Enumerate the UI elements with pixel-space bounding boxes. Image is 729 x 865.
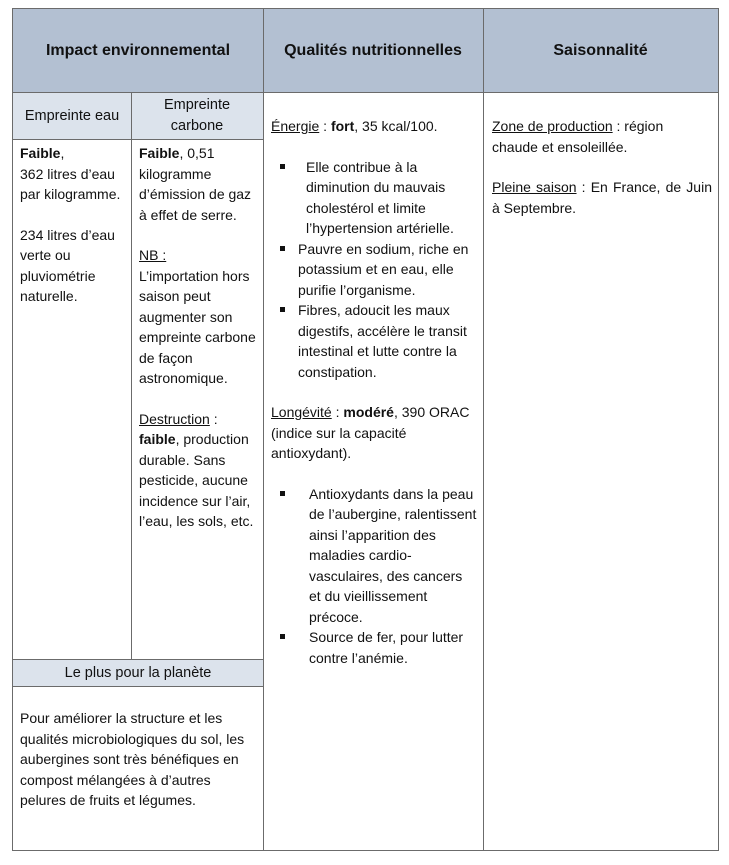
longevite-sep: : xyxy=(331,404,344,420)
longevite-bullet-1: Antioxydants dans la peau de l’aubergine, ralentissent ainsi l’apparition des maladies cardio-vasculaires, des cancers et du vieillissement précoce. xyxy=(271,484,477,628)
carbone-faible: Faible xyxy=(139,145,180,161)
carbone-nb xyxy=(139,245,259,389)
saison-content xyxy=(492,116,712,218)
header-qualites-text: Qualités nutritionnelles xyxy=(284,42,462,59)
header-saison: Saisonnalité xyxy=(553,42,648,59)
longevite-bold: modéré xyxy=(343,404,394,420)
eau-text-2: 234 litres d’eau verte ou pluviométrie naturelle. xyxy=(20,226,115,304)
carbone-dest-label: Destruction xyxy=(139,410,210,427)
carbone-dest-colon: : xyxy=(209,410,218,427)
longevite-bullet-list xyxy=(271,484,477,669)
eau-faible-line xyxy=(20,143,128,205)
carbone-destruction xyxy=(139,409,259,532)
eau-comma: , xyxy=(60,145,65,161)
zone-label: Zone de production xyxy=(492,118,613,134)
energie-bullet-1: Elle contribue à la diminution du mauvais cholestérol et limite l’hypertension artérielle. xyxy=(271,157,477,239)
subheader-plus: Le plus pour la planète xyxy=(64,664,212,681)
qualites-content xyxy=(271,116,477,668)
longevite-rest: , 390 ORAC (indice sur la capacité antioxydant). xyxy=(271,404,470,461)
carbone-content xyxy=(139,143,259,532)
border-right xyxy=(718,8,719,851)
pleine-rest: : En France, de Juin à Septembre. xyxy=(492,179,712,216)
header-impact: Impact environnemental xyxy=(45,42,231,59)
energie-line xyxy=(271,116,477,137)
zone-rest: : région chaude et ensoleillée. xyxy=(492,118,664,155)
eau-content xyxy=(20,143,128,307)
carbone-faible-line xyxy=(139,143,259,225)
longevite-label: Longévité xyxy=(271,404,332,420)
carbone-text-1: , 0,51 kilogramme d’émission de gaz à effet de serre. xyxy=(139,145,252,223)
header-qualites xyxy=(283,9,463,92)
pleine-label: Pleine saison xyxy=(492,179,577,195)
carbone-dest-bold: faible xyxy=(139,431,176,447)
subheader-eau-text: Empreinte eau xyxy=(24,107,120,124)
eau-faible: Faible xyxy=(20,145,61,161)
carbone-dest-text: , production durable. Sans pesticide, aucune incidence sur l’air, l’eau, les sols, etc. xyxy=(139,431,254,529)
pleine-line xyxy=(492,177,712,218)
energie-bullet-2: Pauvre en sodium, riche en potassium et en eau, elle purifie l’organisme. xyxy=(271,239,477,301)
energie-sep: : xyxy=(319,118,331,134)
eau-text-1: 362 litres d’eau par kilogramme. xyxy=(20,165,121,202)
border-left xyxy=(12,8,13,851)
subheader-carbone-text: Empreinte carbone xyxy=(163,97,231,134)
energie-bold: fort xyxy=(330,118,355,134)
energie-rest: , 35 kcal/100. xyxy=(354,118,438,134)
divider-eau-carbone xyxy=(131,92,132,659)
divider-plus-bottom xyxy=(13,686,263,687)
zone-line xyxy=(492,116,712,157)
energie-label: Énergie xyxy=(271,118,320,134)
divider-col-1 xyxy=(263,8,264,851)
divider-subheader xyxy=(13,139,263,140)
border-bottom xyxy=(13,850,719,851)
longevite-bullet-2: Source de fer, pour lutter contre l’anémie. xyxy=(271,627,477,668)
energie-bullet-3: Fibres, adoucit les maux digestifs, accélère le transit intestinal et lutte contre la constipation. xyxy=(271,300,477,382)
carbone-nb-text: L’importation hors saison peut augmenter son empreinte carbone de façon astronomique. xyxy=(139,267,256,386)
subheader-carbone xyxy=(145,93,249,139)
plus-text: Pour améliorer la structure et les qualités microbiologiques du sol, les aubergines sont très bénéfiques en compost mélangées à d’autres pelures de fruits et légumes. xyxy=(20,710,245,808)
longevite-line xyxy=(271,402,477,464)
energie-bullet-list xyxy=(271,157,477,383)
carbone-nb-label: NB : xyxy=(139,247,167,263)
divider-col-2 xyxy=(483,8,484,851)
subheader-eau xyxy=(22,93,122,139)
